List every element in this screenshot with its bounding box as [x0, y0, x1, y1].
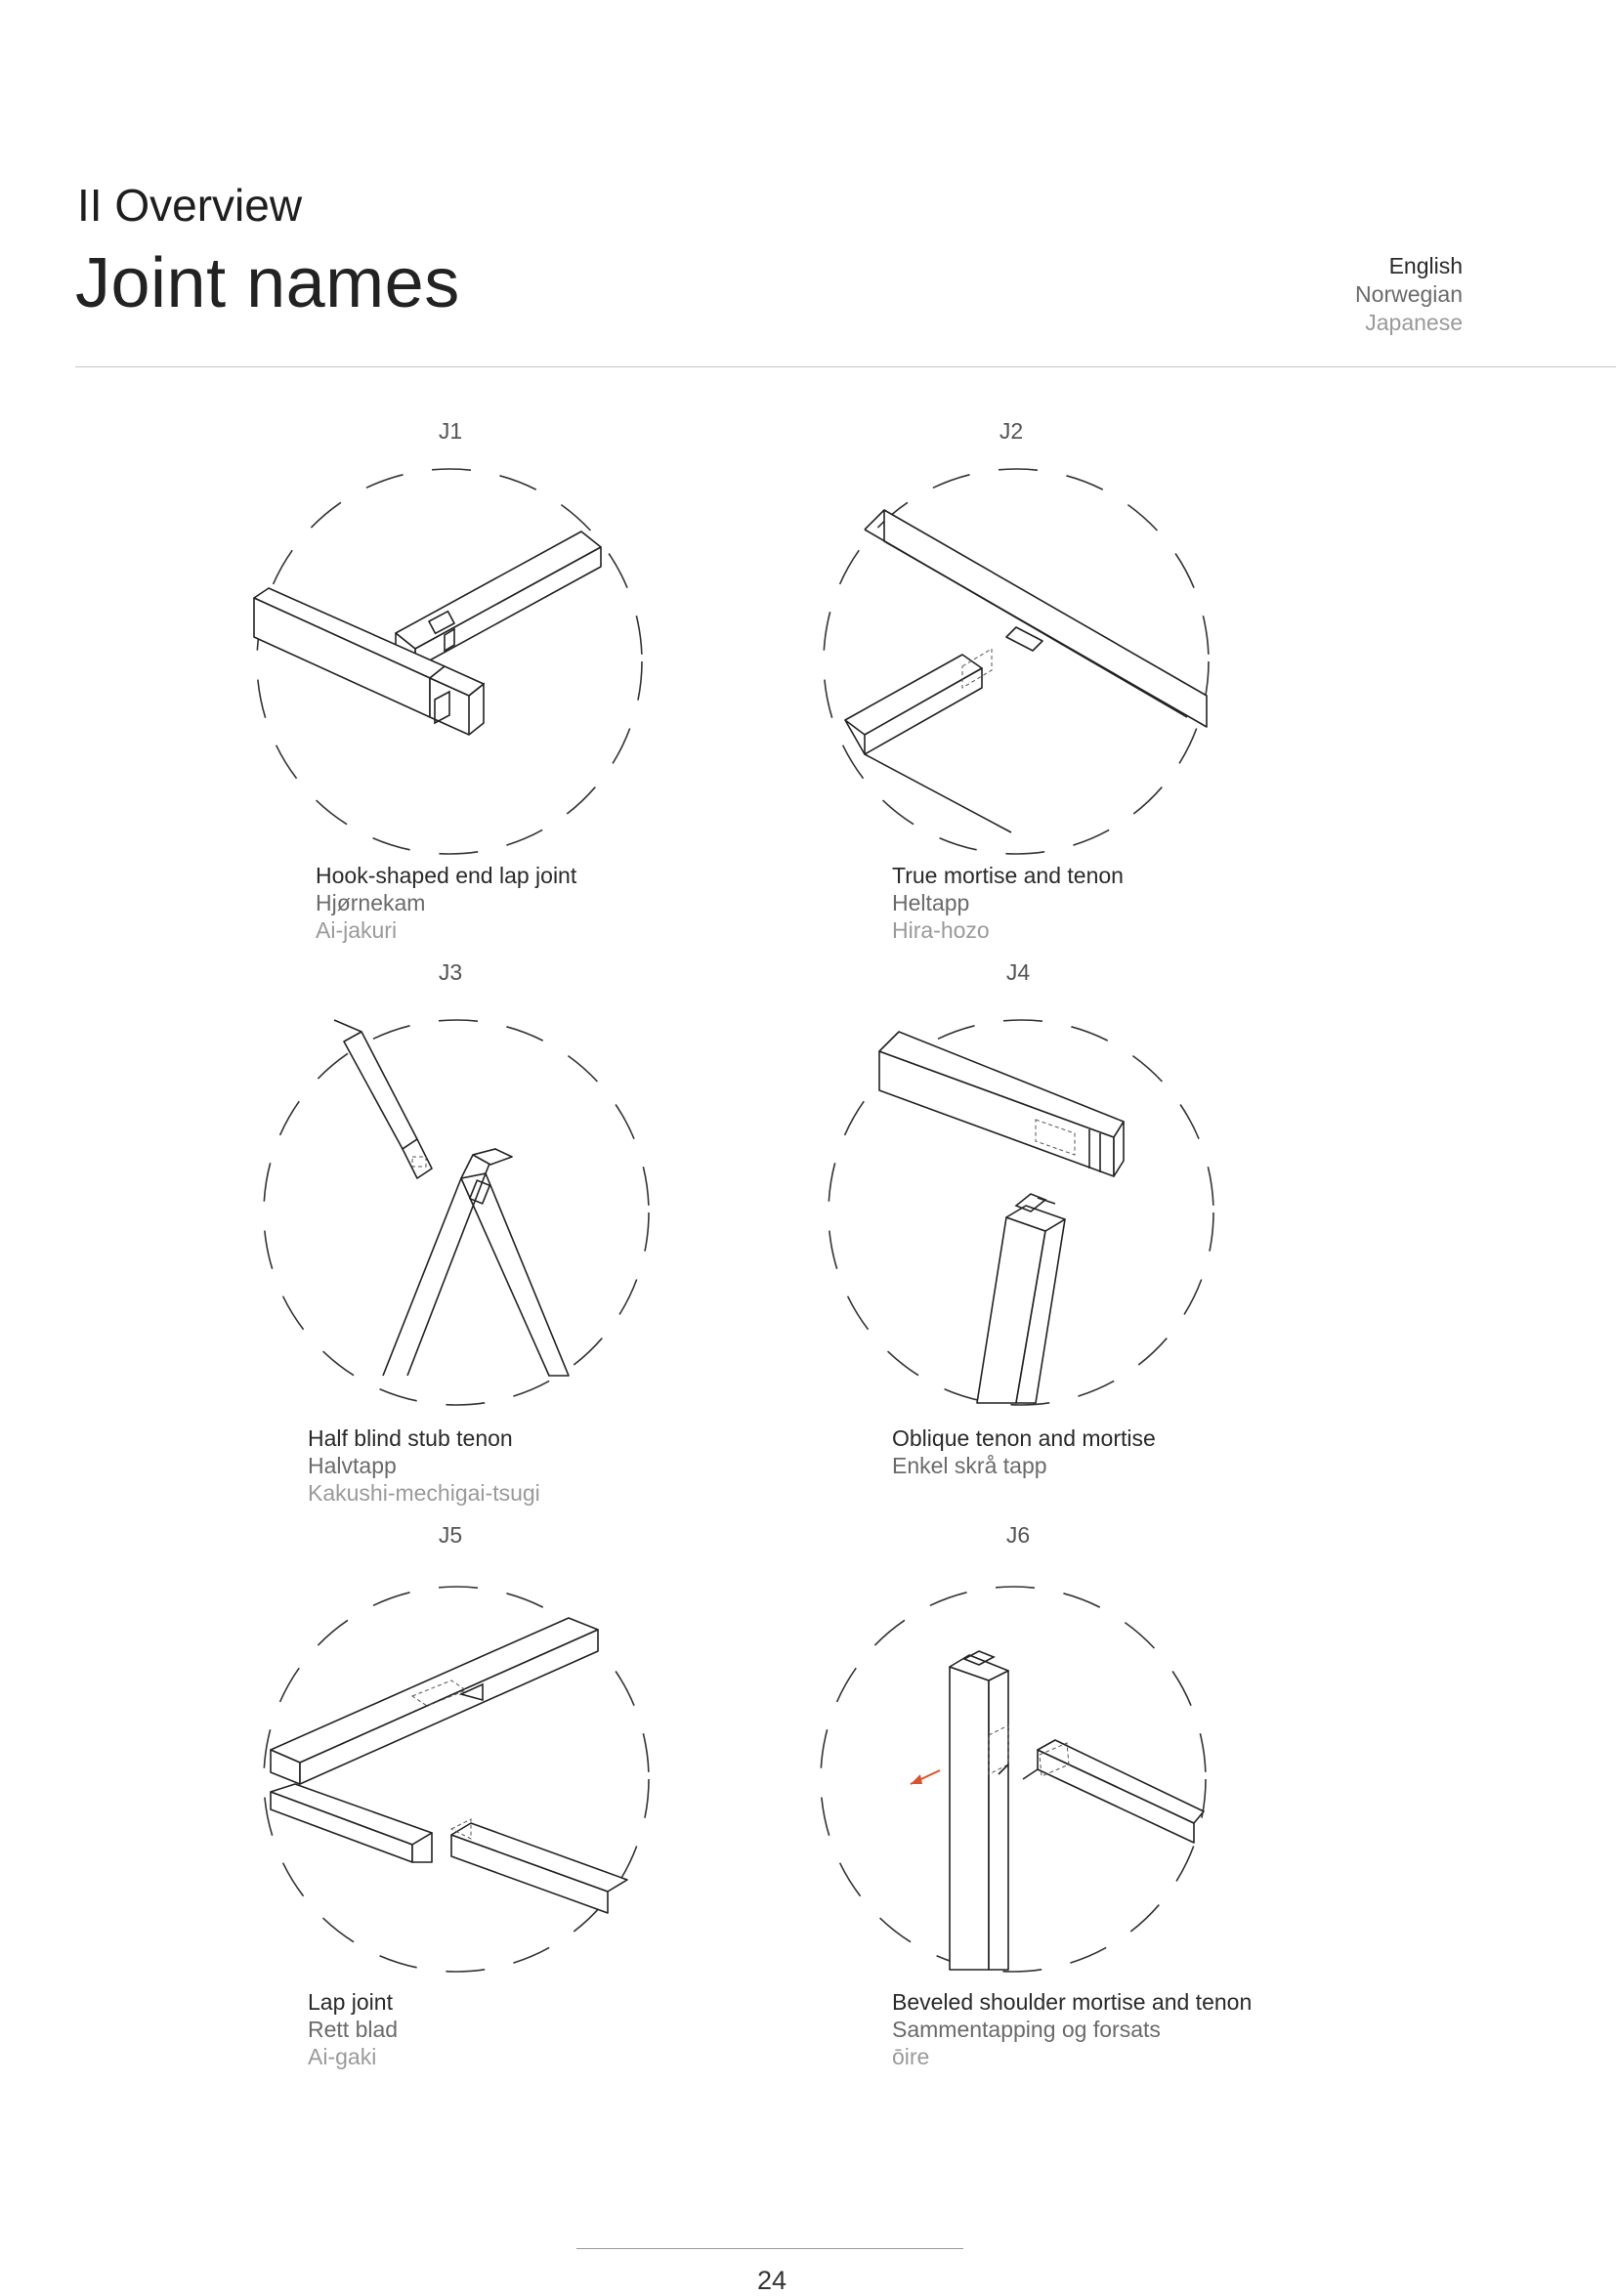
joint-id-j3: J3	[438, 959, 463, 985]
joint-name-norwegian: Enkel skrå tapp	[892, 1453, 1047, 1478]
joint-id-j6: J6	[1005, 1522, 1031, 1548]
joint-caption-j1	[316, 862, 576, 944]
section-title: II Overview	[77, 180, 303, 231]
page-number: 24	[756, 2266, 787, 2295]
joint-id-j1: J1	[438, 418, 463, 444]
page-title: Joint names	[75, 244, 460, 322]
joint-id-j4: J4	[1005, 959, 1031, 985]
joint-caption-j6	[892, 1988, 1252, 2070]
joint-drawing-j5	[256, 1579, 657, 1979]
joint-id-j2: J2	[999, 418, 1024, 444]
language-legend	[1355, 252, 1463, 337]
joint-name-english: Oblique tenon and mortise	[892, 1425, 1156, 1451]
joint-drawing-j6	[813, 1579, 1213, 1979]
joint-name-japanese: Ai-gaki	[308, 2044, 377, 2069]
joint-name-japanese: ōire	[892, 2044, 930, 2069]
legend-english: English	[1388, 253, 1463, 278]
joint-name-english: Lap joint	[308, 1989, 393, 2015]
joint-name-norwegian: Sammentapping og forsats	[892, 2017, 1161, 2042]
header-divider	[75, 366, 1616, 367]
joint-name-english: Hook-shaped end lap joint	[316, 863, 577, 888]
joint-name-norwegian: Heltapp	[892, 890, 970, 915]
joint-name-english: Half blind stub tenon	[308, 1425, 513, 1451]
joint-name-norwegian: Rett blad	[308, 2017, 399, 2042]
joint-name-english: True mortise and tenon	[892, 863, 1124, 888]
joint-caption-j3	[308, 1424, 540, 1507]
joint-caption-j4	[892, 1424, 1156, 1479]
joint-name-japanese: Ai-jakuri	[316, 917, 398, 943]
footer-divider	[576, 2248, 963, 2249]
joint-name-japanese: Hira-hozo	[892, 917, 990, 943]
joint-drawing-j2	[816, 461, 1216, 862]
joint-drawing-j4	[821, 1012, 1221, 1413]
joint-name-english: Beveled shoulder mortise and tenon	[892, 1989, 1253, 2015]
joint-caption-j2	[892, 862, 1124, 944]
joint-drawing-j1	[249, 461, 650, 862]
legend-japanese: Japanese	[1365, 310, 1463, 335]
joint-drawing-j3	[256, 1012, 657, 1413]
joint-caption-j5	[308, 1988, 398, 2070]
joint-id-j5: J5	[438, 1522, 463, 1548]
joint-name-norwegian: Halvtapp	[308, 1453, 397, 1478]
legend-norwegian: Norwegian	[1355, 281, 1463, 307]
joint-name-japanese: Kakushi-mechigai-tsugi	[308, 1480, 540, 1506]
joint-name-norwegian: Hjørnekam	[316, 890, 426, 915]
